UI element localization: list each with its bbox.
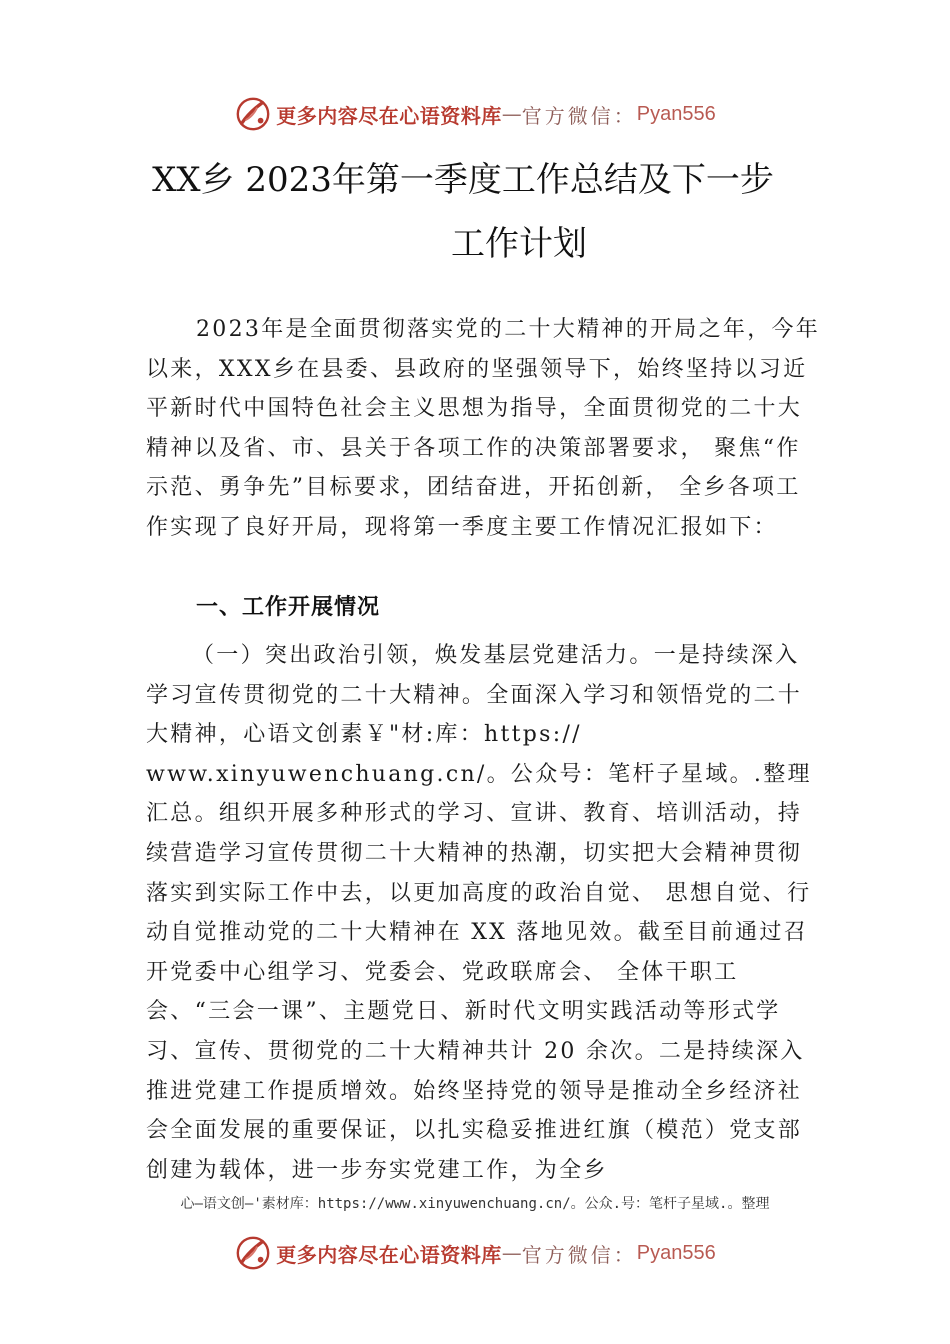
banner-main-text: 更多内容尽在心语资料库 [276, 1242, 502, 1267]
document-title-line1: XX乡 2023年第一季度工作总结及下一步 [152, 160, 774, 200]
footer-note: 心—语文创—'素材库：https://www.xinyuwenchuang.cn/。公众.号：笔杆子星域.。整理 [180, 1196, 770, 1212]
brush-logo-icon [234, 95, 272, 133]
section-heading: 一、工作开展情况 [196, 595, 381, 620]
intro-paragraph: 2023年是全面贯彻落实党的二十大精神的开局之年，今年以来，XXX乡在县委、县政府的坚强领导下，始终坚持以习近平新时代中国特色社会主义思想为指导，全面贯彻党的二十大精神以及省、市、县关于各项工作的决策部署要求， 聚焦“作示范、勇争先”目标要求，团结奋进，开拓创新， 全乡各项工作实现了良好开局，现将第一季度主要工作情况汇报如下： [146, 317, 821, 540]
banner-wechat-id: Pyan556 [636, 1241, 716, 1264]
banner-wechat-label: 官方微信： [521, 103, 637, 128]
banner-dash: — [501, 1241, 522, 1265]
document-title-line2: 工作计划 [451, 224, 587, 264]
banner-dash: — [501, 102, 522, 126]
header-banner [0, 92, 950, 136]
footer-banner [0, 1231, 950, 1275]
section-body-paragraph: （一）突出政治引领，焕发基层党建活力。一是持续深入学习宣传贯彻党的二十大精神。全面深入学习和领悟党的二十大精神，心语文创素￥"材:库：https:// www.xinyuwenchuang.cn/。公众号：笔杆子星域。.整理汇总。组织开展多种形式的学习、宣讲、教育、培训活动，持续营造学习宣传贯彻二十大精神的热潮，切实把大会精神贯彻落实到实际工作中去，以更加高度的政治自觉、 思想自觉、行动自觉推动党的二十大精神在 XX 落地见效。截至目前通过召开党委中心组学习、党委会、党政联席会、 全体干职工会、“三会一课”、主题党日、新时代文明实践活动等形式学习、宣传、贯彻党的二十大精神共计 20 余次。二是持续深入推进党建工作提质增效。始终坚持党的领导是推动全乡经济社会全面发展的重要保证，以扎实稳妥推进红旗（模范）党支部创建为载体，进一步夯实党建工作，为全乡 [146, 643, 812, 1183]
banner-wechat-label: 官方微信： [521, 1242, 637, 1267]
brush-logo-icon [234, 1234, 272, 1272]
banner-main-text: 更多内容尽在心语资料库 [276, 103, 502, 128]
banner-wechat-id: Pyan556 [636, 102, 716, 125]
